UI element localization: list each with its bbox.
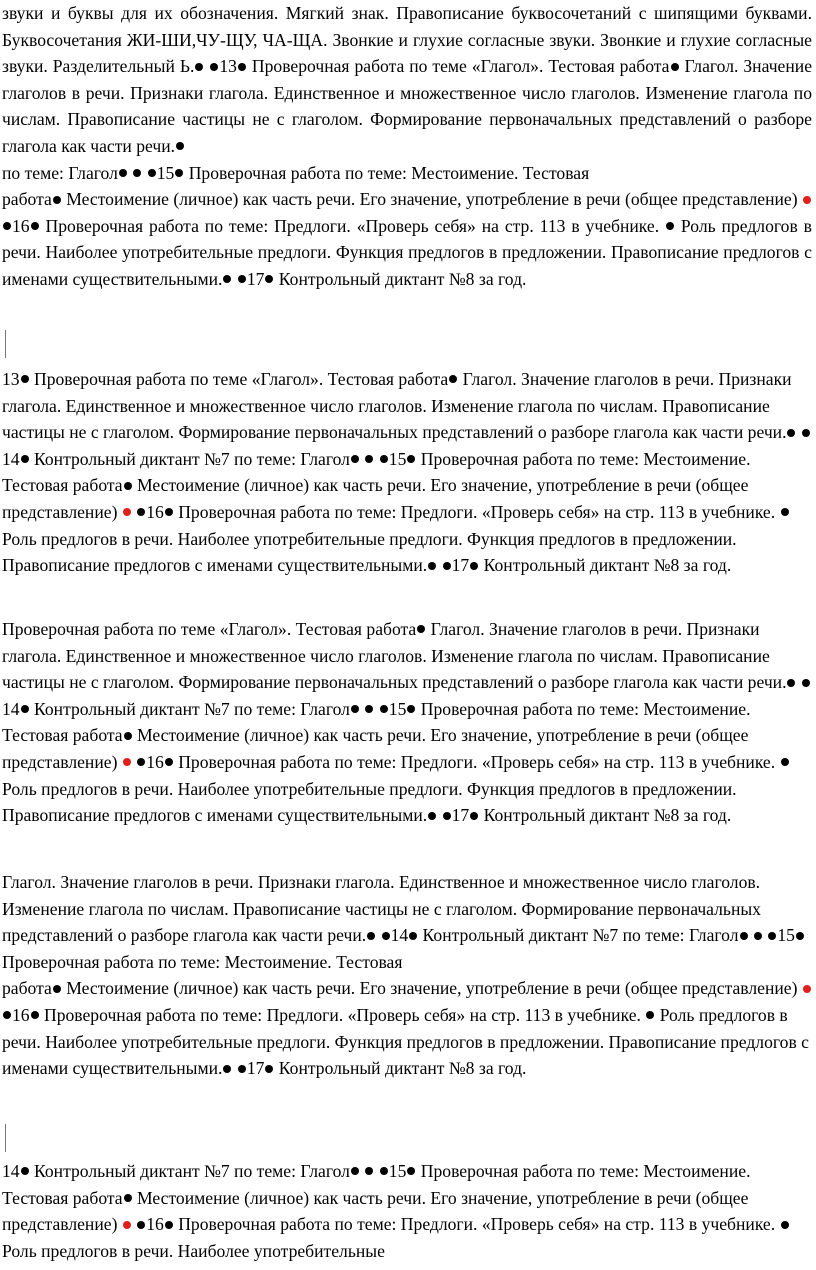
text-run — [796, 422, 800, 442]
text-run: Контрольный диктант №8 за год. — [274, 1058, 527, 1079]
bullet-icon — [3, 1011, 11, 1019]
text-run: 14 — [2, 698, 20, 719]
text-run: 16 — [146, 751, 164, 772]
bullet-icon — [195, 63, 203, 71]
bullet-icon — [53, 196, 61, 204]
bullet-icon — [148, 169, 156, 177]
text-run: по теме: Глагол — [2, 162, 118, 183]
text-run — [360, 449, 364, 469]
bullet-icon — [428, 562, 436, 570]
text-run — [360, 699, 364, 719]
text-run — [376, 925, 380, 945]
bullet-icon — [407, 1167, 415, 1175]
text-run: 17 — [451, 805, 470, 826]
bullet-icon — [238, 63, 246, 71]
text-run: Проверочная работа по теме: Местоимение. Тестовая — [184, 162, 590, 183]
text-run: Роль предлогов в речи. Наиболее употребительные — [2, 1240, 385, 1261]
text-run: 13 — [2, 369, 20, 389]
text-run: 15 — [388, 698, 407, 719]
text-run — [437, 805, 441, 825]
text-run: 14 — [390, 925, 409, 946]
text-run: 16 — [12, 215, 30, 236]
text-run — [374, 1161, 378, 1181]
text-run: Глагол. Значение глаголов в речи. Признаки глагола. Единственное и множественное число глаголов. Изменение глагола по числам. Правописание частицы не с глаголом. Формирование первоначальных представлений о разборе глагола как части речи. — [2, 872, 761, 946]
text-run: Контрольный диктант №7 по теме: Глагол — [29, 448, 350, 469]
bullet-icon — [380, 1167, 388, 1175]
text-run: Проверочная работа по теме: Местоимение. Тестовая работа — [2, 448, 751, 496]
bullet-icon — [754, 932, 762, 940]
red-bullet-icon — [123, 758, 131, 766]
text-run: 14 — [2, 448, 20, 469]
bullet-icon — [53, 985, 61, 993]
bullet-icon — [787, 429, 795, 437]
text-run — [132, 752, 136, 772]
bullet-icon — [165, 758, 173, 766]
bullet-icon — [443, 562, 451, 570]
bullet-icon — [365, 705, 373, 713]
paragraph-2 — [0, 366, 812, 579]
text-run — [142, 163, 146, 183]
text-run: 14 — [2, 1161, 20, 1181]
text-run: работа — [2, 978, 52, 999]
red-bullet-icon — [123, 508, 131, 516]
text-run — [132, 502, 136, 522]
text-run: Местоимение (личное) как часть речи. Его значение, употребление в речи (общее представление) — [61, 189, 802, 210]
bullet-icon — [137, 508, 145, 516]
bullet-icon — [407, 455, 415, 463]
text-run: Проверочная работа по теме «Глагол». Тестовая работа — [246, 56, 670, 77]
text-run: Контрольный диктант №7 по теме: Глагол — [29, 698, 350, 719]
text-run: 15 — [777, 925, 795, 946]
text-cursor — [5, 330, 6, 358]
text-run — [374, 449, 378, 469]
bullet-icon — [21, 375, 29, 383]
bullet-icon — [470, 812, 478, 820]
text-run: 16 — [146, 1214, 164, 1235]
text-run — [749, 925, 753, 945]
bullet-icon — [428, 812, 436, 820]
text-run — [437, 555, 441, 575]
bullet-icon — [380, 455, 388, 463]
text-run: 15 — [388, 448, 407, 469]
bullet-icon — [796, 932, 804, 940]
bullet-icon — [407, 705, 415, 713]
text-run: 17 — [246, 1058, 265, 1079]
text-run — [204, 56, 209, 76]
bullet-icon — [124, 1194, 132, 1202]
text-run — [763, 925, 767, 945]
bullet-icon — [265, 275, 273, 283]
text-run: 17 — [246, 268, 265, 289]
bullet-icon — [380, 705, 388, 713]
text-run: Проверочная работа по теме «Глагол». Тестовая работа — [2, 619, 417, 639]
bullet-icon — [165, 508, 173, 516]
text-run: Местоимение (личное) как часть речи. Его значение, употребление в речи (общее представление) — [2, 475, 749, 522]
bullet-icon — [124, 732, 132, 740]
paragraph-4 — [0, 869, 812, 1082]
bullet-icon — [137, 758, 145, 766]
paragraph-1 — [0, 0, 812, 293]
bullet-icon — [31, 222, 39, 230]
bullet-icon — [223, 275, 231, 283]
text-run: Местоимение (личное) как часть речи. Его значение, употребление в речи (общее представление) — [61, 978, 802, 999]
bullet-icon — [646, 1011, 654, 1019]
text-run: Контрольный диктант №7 по теме: Глагол — [29, 1161, 350, 1181]
red-bullet-icon — [123, 1221, 131, 1229]
text-run: 16 — [12, 1004, 30, 1025]
bullet-icon — [210, 63, 218, 71]
text-run: Проверочная работа по теме: Местоимение. Тестовая работа — [2, 698, 751, 746]
text-run: Контрольный диктант №8 за год. — [274, 268, 527, 289]
bullet-icon — [124, 482, 132, 490]
bullet-icon — [365, 455, 373, 463]
text-run: Контрольный диктант №7 по теме: Глагол — [418, 925, 739, 946]
text-run: 13 — [219, 56, 237, 77]
bullet-icon — [165, 1221, 173, 1229]
bullet-icon — [367, 932, 375, 940]
bullet-icon — [802, 429, 810, 437]
bullet-icon — [740, 932, 748, 940]
bullet-icon — [351, 705, 359, 713]
bullet-icon — [781, 758, 789, 766]
bullet-icon — [223, 1065, 231, 1073]
bullet-icon — [787, 679, 795, 687]
text-run: Роль предлогов в речи. Наиболее употребительные предлоги. Функция предлогов в предложении. Правописание предлогов с именами существительными. — [2, 1004, 809, 1079]
text-run: Проверочная работа по теме: Предлоги. «Проверь себя» на стр. 113 в учебнике. — [39, 215, 666, 236]
bullet-icon — [265, 1065, 273, 1073]
text-run: Роль предлогов в речи. Наиболее употребительные предлоги. Функция предлогов в предложении. Правописание предлогов с именами существительными. — [2, 778, 737, 826]
text-run: Местоимение (личное) как часть речи. Его значение, употребление в речи (общее представление) — [2, 1187, 749, 1235]
text-run: 15 — [156, 162, 175, 183]
bullet-icon — [137, 1221, 145, 1229]
bullet-icon — [119, 169, 127, 177]
text-cursor — [5, 1124, 6, 1152]
text-run: Проверочная работа по теме: Местоимение. Тестовая — [2, 951, 403, 972]
text-run — [360, 1161, 364, 1181]
text-run: Контрольный диктант №8 за год. — [479, 805, 732, 826]
bullet-icon — [238, 275, 246, 283]
text-run: 16 — [146, 501, 164, 522]
text-run: Роль предлогов в речи. Наиболее употребительные предлоги. Функция предлогов в предложении. Правописание предлогов с именами существительными. — [2, 215, 812, 289]
text-run: 17 — [451, 555, 470, 576]
red-bullet-icon — [803, 985, 811, 993]
text-run: Глагол. Значение глаголов в речи. Признаки глагола. Единственное и множественное число глаголов. Изменение глагола по числам. Правописание частицы не с глаголом. Формирование первоначальных представлений о разборе глагола как части речи. — [2, 369, 792, 443]
bullet-icon — [21, 1167, 29, 1175]
text-run: Проверочная работа по теме: Местоимение. Тестовая работа — [2, 1161, 751, 1208]
bullet-icon — [176, 142, 184, 150]
text-run: Проверочная работа по теме: Предлоги. «Проверь себя» на стр. 113 в учебнике. — [173, 501, 780, 522]
bullet-icon — [175, 169, 183, 177]
text-run — [796, 672, 800, 692]
bullet-icon — [449, 375, 457, 383]
text-run — [232, 269, 236, 289]
bullet-icon — [133, 169, 141, 177]
paragraph-5 — [0, 1158, 812, 1264]
text-run: 15 — [388, 1161, 407, 1181]
bullet-icon — [382, 932, 390, 940]
bullet-icon — [443, 812, 451, 820]
bullet-icon — [409, 932, 417, 940]
text-run: Проверочная работа по теме: Предлоги. «Проверь себя» на стр. 113 в учебнике. — [173, 751, 780, 772]
bullet-icon — [417, 625, 425, 633]
bullet-icon — [802, 679, 810, 687]
bullet-icon — [781, 508, 789, 516]
text-run: Глагол. Значение глаголов в речи. Признаки глагола. Единственное и множественное число глаголов. Изменение глагола по числам. Правописание частицы не с глаголом. Формирование первоначальных представлений о разборе глагола как части речи. — [2, 619, 787, 693]
bullet-icon — [3, 222, 11, 230]
paragraph-3 — [0, 616, 812, 829]
bullet-icon — [781, 1221, 789, 1229]
text-run: Местоимение (личное) как часть речи. Его значение, употребление в речи (общее представление) — [2, 725, 749, 772]
text-run — [128, 163, 132, 183]
text-run: Роль предлогов в речи. Наиболее употребительные предлоги. Функция предлогов в предложении. Правописание предлогов с именами существительными. — [2, 528, 737, 576]
bullet-icon — [671, 63, 679, 71]
text-run: Проверочная работа по теме: Предлоги. «Проверь себя» на стр. 113 в учебнике. — [173, 1214, 780, 1235]
red-bullet-icon — [803, 196, 811, 204]
bullet-icon — [21, 705, 29, 713]
bullet-icon — [365, 1167, 373, 1175]
text-run: Проверочная работа по теме «Глагол». Тестовая работа — [29, 369, 449, 389]
text-run — [132, 1214, 136, 1234]
bullet-icon — [666, 222, 674, 230]
text-run — [232, 1058, 236, 1078]
bullet-icon — [238, 1065, 246, 1073]
bullet-icon — [351, 1167, 359, 1175]
text-run: Глагол. Значение глаголов в речи. Признаки глагола. Единственное и множественное число глаголов. Изменение глагола по числам. Правописание частицы не с глаголом. Формирование первоначальных представлений о разборе глагола как части речи. — [2, 56, 813, 156]
text-run — [374, 699, 378, 719]
bullet-icon — [31, 1011, 39, 1019]
bullet-icon — [351, 455, 359, 463]
text-run: Контрольный диктант №8 за год. — [479, 555, 732, 576]
text-run: звуки и буквы для их обозначения. Мягкий знак. Правописание буквосочетаний с шипящими буквами. Буквосочетания ЖИ-ШИ,ЧУ-ЩУ, ЧА-ЩА. Звонкие и глухие согласные звуки. Звонкие и глухие согласные звуки. Разделительный Ь. — [2, 3, 812, 77]
text-run: Проверочная работа по теме: Предлоги. «Проверь себя» на стр. 113 в учебнике. — [39, 1004, 646, 1025]
bullet-icon — [768, 932, 776, 940]
bullet-icon — [21, 455, 29, 463]
text-run: работа — [2, 189, 52, 210]
bullet-icon — [470, 562, 478, 570]
